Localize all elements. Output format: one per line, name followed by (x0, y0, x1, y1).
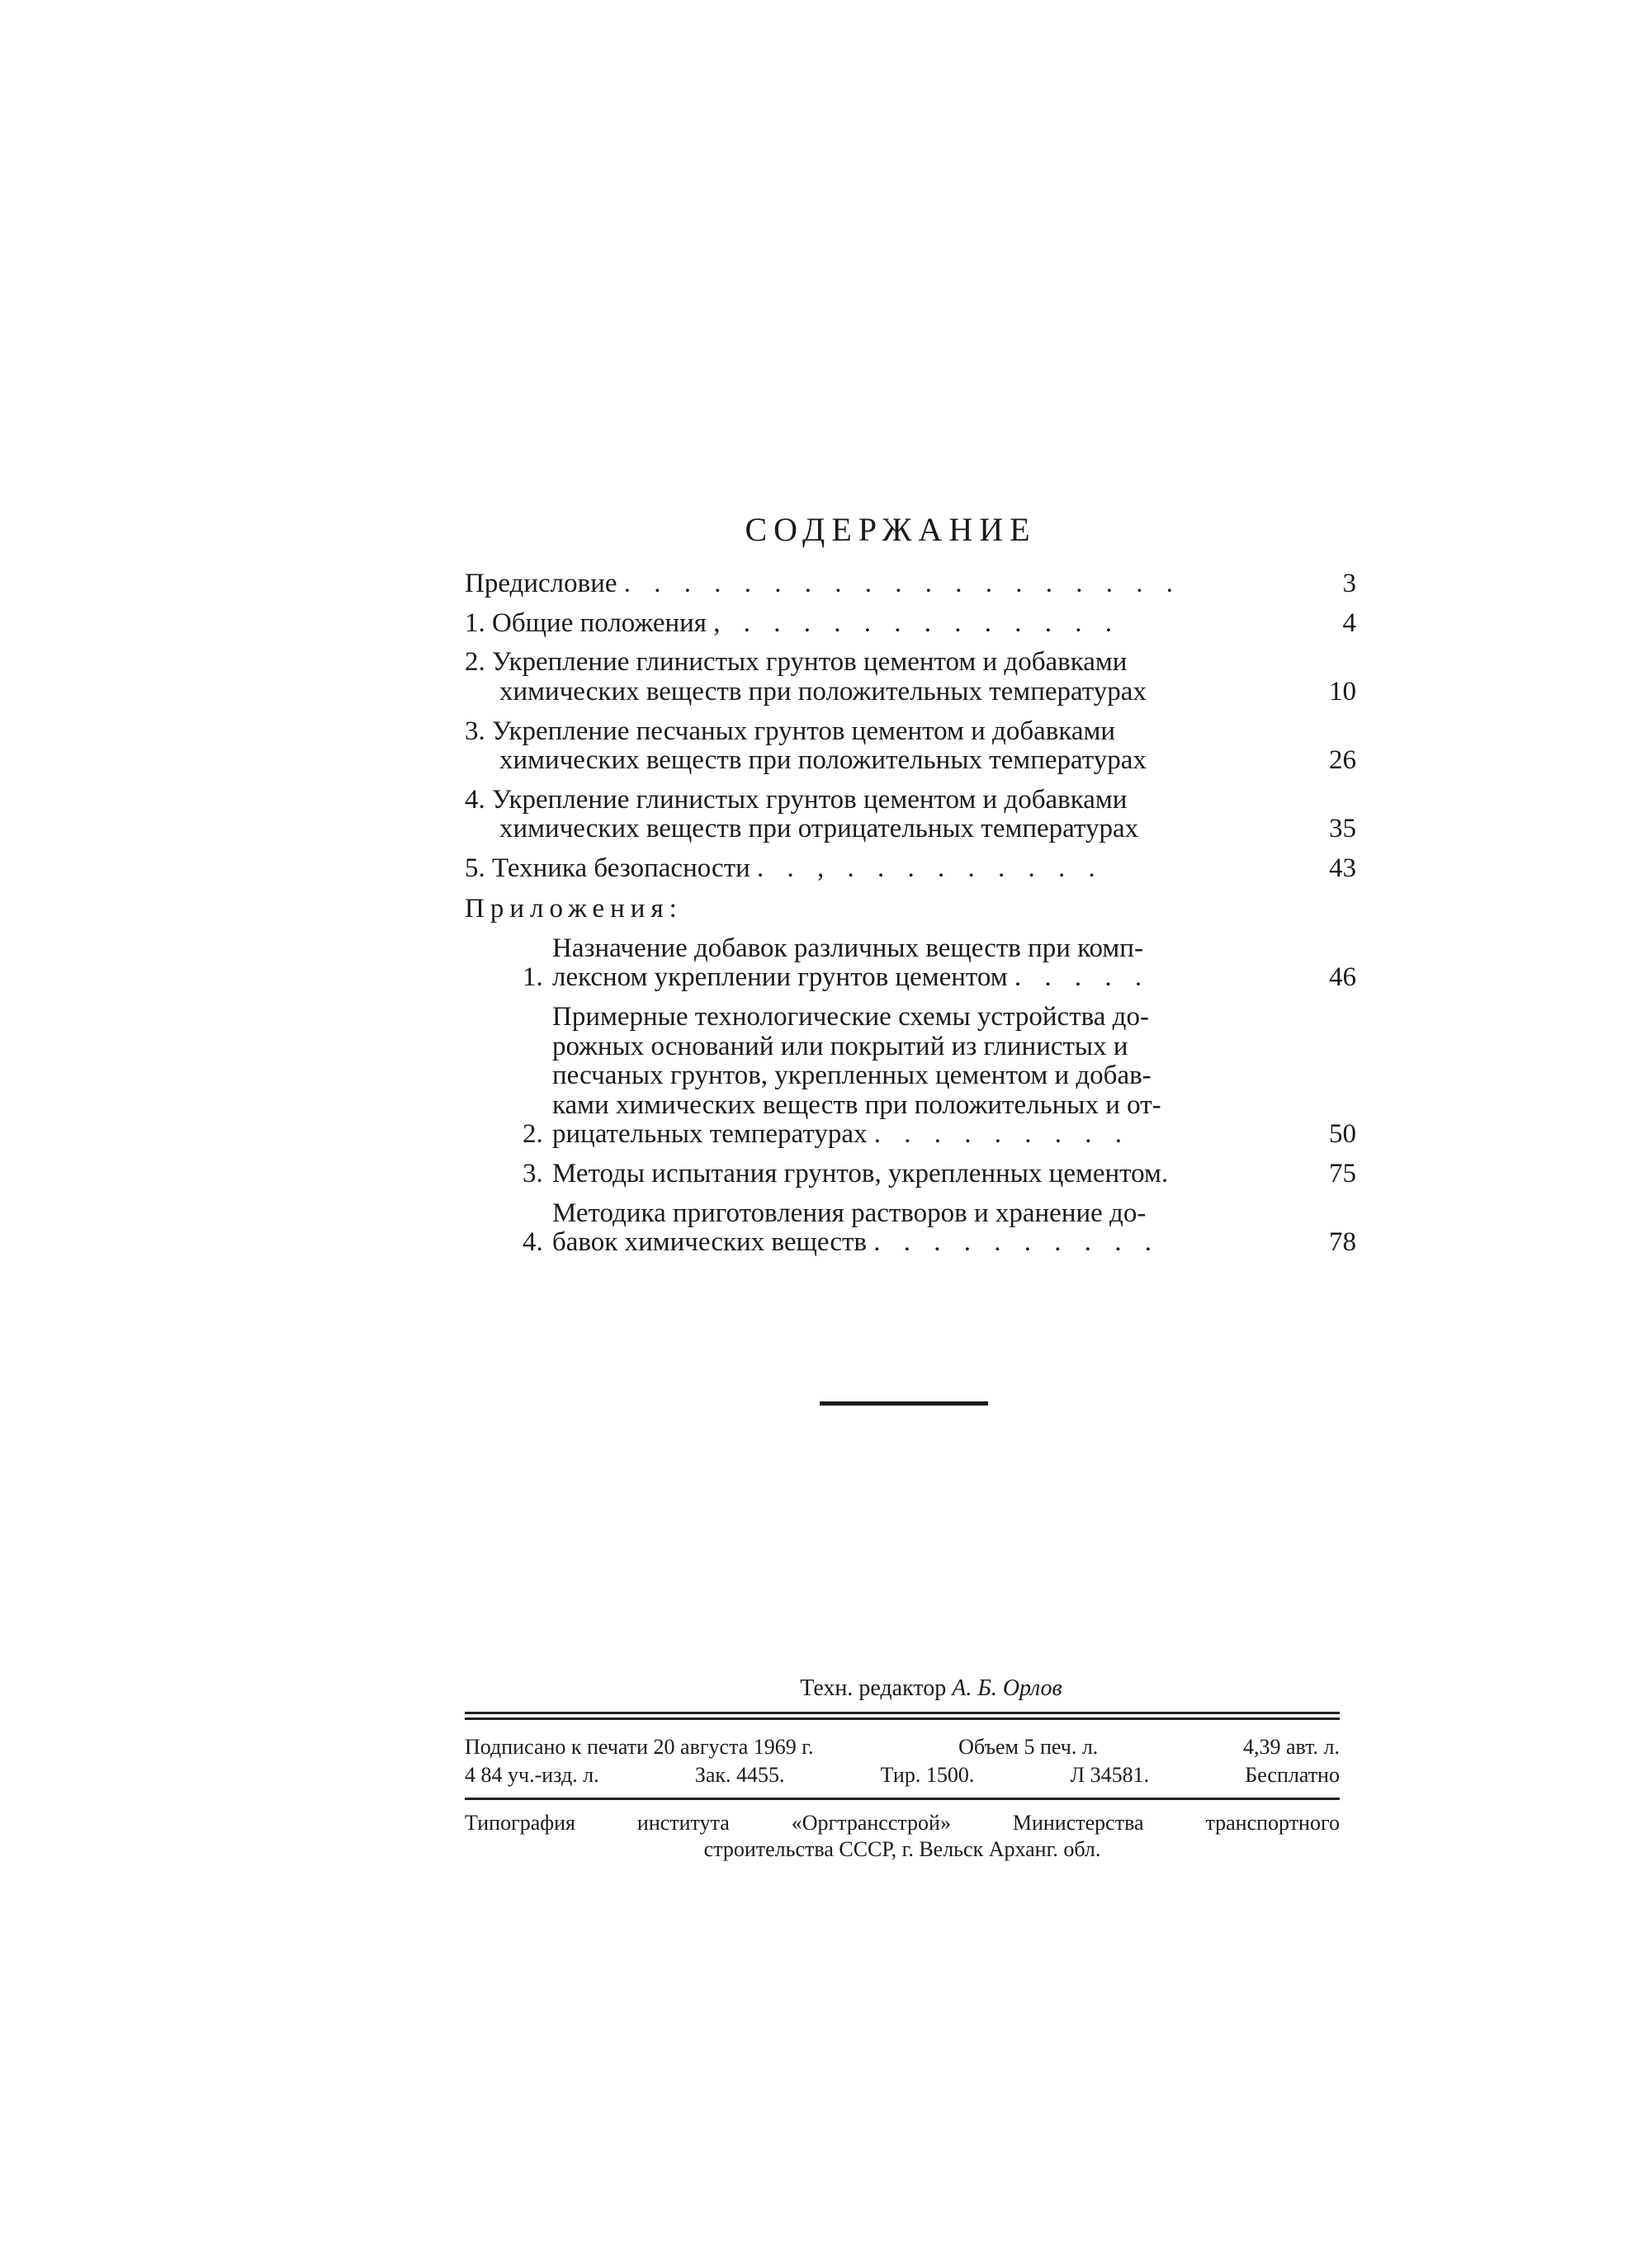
leader-dots: . . , . . . . . . . . . (757, 853, 1104, 883)
toc-page-number: 50 (1329, 1119, 1356, 1150)
toc-entry-1 (465, 609, 1356, 639)
toc-page-number: 78 (1329, 1227, 1356, 1258)
toc-entry-2 (465, 648, 1356, 706)
appendix-entry-3: 3. Методы испытания грунтов, укрепленных цементом. 75 (523, 1159, 1356, 1188)
toc-entry-text: 4. Укрепление глинистых грунтов цементом и добавками химических веществ при отрицательных температурах (465, 784, 1139, 844)
toc-page-number: 3 (1342, 569, 1356, 598)
toc-entry-3 (465, 717, 1356, 776)
appendix-entry-text: Примерные технологические схемы устройства до- рожных оснований или покрытий из глинистых и песчаных грунтов, укрепленных цементом и добав- ками химических веществ при положительных и от- рицательных температурах . . . . . . . . . (552, 1001, 1161, 1150)
leader-dots: . . . . . . . . . . . . . . . . . . . (623, 569, 1181, 598)
appendix-entry-2: 2. Примерные технологические схемы устройства до- рожных оснований или покрытий из глинистых и песчаных грунтов, укрепленных цементом и добав- ками химических веществ при положительных и от- рицательных температурах . . . . . . . . . 50 (523, 1001, 1356, 1150)
leader-dots: , . . . . . . . . . . . . . (713, 607, 1120, 638)
toc-entry-text: 2. Укрепление глинистых грунтов цементом и добавками химических веществ при положительных температурах (465, 647, 1147, 706)
imprint-line-2: 4 84 уч.-изд. л. Зак. 4455. Тир. 1500. Л 34581. Бесплатно (465, 1762, 1340, 1787)
toc-entry-text: 5. Техника безопасности . . , . . . . . . . . . (465, 853, 1104, 883)
toc-entry-text: 3. Укрепление песчаных грунтов цементом и добавками химических веществ при положительных температурах (465, 716, 1147, 776)
toc-page-number: 26 (1329, 745, 1356, 776)
toc-entry-4 (465, 786, 1356, 844)
table-of-contents (465, 569, 1356, 1268)
toc-page-number: 43 (1329, 853, 1356, 883)
toc-page-number: 75 (1329, 1159, 1356, 1188)
single-rule (465, 1798, 1340, 1800)
toc-entry-text: Предисловие . . . . . . . . . . . . . . . . . . . (465, 569, 1181, 598)
toc-entry-preface (465, 569, 1356, 599)
toc-entry-5 (465, 854, 1356, 884)
leader-dots: . . . . . . . . . . (873, 1227, 1160, 1258)
appendix-heading: Приложения: (465, 893, 683, 924)
toc-page-number: 4 (1342, 607, 1356, 638)
appendix-entry-1: 1. Назначение добавок различных веществ при комп- лексном укреплении грунтов цементом . . . . . 46 (523, 933, 1356, 993)
double-rule (465, 1712, 1340, 1720)
section-divider (820, 1401, 988, 1406)
printer-info: Типография института «Оргтрансстрой» Министерства транспортного строительства СССР, г. Вельск Арханг. обл. (465, 1810, 1340, 1862)
toc-page-number: 35 (1329, 814, 1356, 844)
toc-entry-text: 1. Общие положения , . . . . . . . . . . . . . (465, 607, 1120, 638)
leader-dots: . . . . . . . . . (873, 1119, 1130, 1150)
appendix-entry-text: Методика приготовления растворов и хранение до- бавок химических веществ . . . . . . . . . . (552, 1198, 1160, 1258)
toc-heading: СОДЕРЖАНИЕ (745, 511, 1037, 548)
appendix-entry-text: Методы испытания грунтов, укрепленных цементом. (552, 1159, 1169, 1188)
toc-page-number: 46 (1329, 962, 1356, 993)
technical-editor: Техн. редактор А. Б. Орлов (800, 1675, 1062, 1701)
toc-page-number: 10 (1329, 676, 1356, 706)
appendix-entry-text: Назначение добавок различных веществ при комп- лексном укреплении грунтов цементом . . . . . (552, 933, 1151, 993)
imprint-line-1: Подписано к печати 20 августа 1969 г. Объем 5 печ. л. 4,39 авт. л. (465, 1735, 1340, 1759)
imprint-block (465, 1675, 1340, 1864)
appendix-entry-4: 4. Методика приготовления растворов и хранение до- бавок химических веществ . . . . . . . . . . 78 (523, 1198, 1356, 1258)
leader-dots: . . . . . (1014, 962, 1151, 993)
